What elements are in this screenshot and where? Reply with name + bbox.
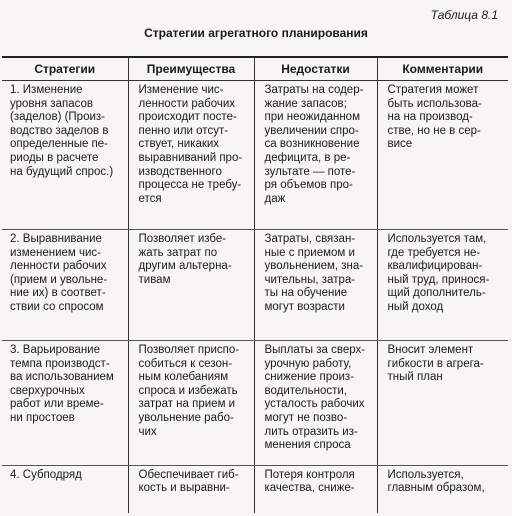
table-row — [2, 230, 508, 333]
disadvantage-cell: Выплаты за сверх- урочную работу, снижение произ- водительности, усталость рабочих могут не позво- лить отразить из- менения спроса — [254, 341, 377, 457]
header-row — [2, 57, 508, 81]
strategies-table — [2, 56, 508, 513]
comment-cell: Используется, главным образом, — [377, 465, 508, 513]
header-comments: Комментарии — [377, 57, 508, 81]
advantage-cell: Позволяет избе- жать затрат по другим альтерна- тивам — [128, 230, 254, 333]
disadvantage-cell: Затраты на содер- жание запасов; при неожиданном увеличении спро- са возникновение дефицита, в ре- зультате — поте- ря объемов про- даж — [254, 81, 377, 222]
table-row — [2, 81, 508, 222]
row-separator — [2, 332, 508, 341]
table-row — [2, 465, 508, 513]
header-advantages: Преимущества — [128, 57, 254, 81]
header-strategies: Стратегии — [2, 57, 128, 81]
table-row — [2, 341, 508, 457]
comment-cell: Вносит элемент гибкости в агрега- тный план — [377, 341, 508, 457]
disadvantage-cell: Потеря контроля качества, сниже- — [254, 465, 377, 513]
row-separator — [2, 221, 508, 230]
table-number: Таблица 8.1 — [430, 8, 498, 22]
strategy-cell: 1. Изменение уровня запасов (заделов) (Произ- водство заделов в определенные пе- риоды в расчете на будущий спрос.) — [2, 81, 128, 222]
comment-cell: Стратегия может быть использова- на на производ- стве, но не в сер- висе — [377, 81, 508, 222]
advantage-cell: Позволяет приспо- собиться к сезон- ным колебаниям спроса и избежать затрат на прием и увольнение рабо- чих — [128, 341, 254, 457]
header-disadvantages: Недостатки — [254, 57, 377, 81]
comment-cell: Используется там, где требуется не- квалифицирован- ный труд, принося- щий дополнитель- ный доход — [377, 230, 508, 333]
strategy-cell: 4. Субподряд — [2, 465, 128, 513]
advantage-cell: Изменение чис- ленности рабочих происходит посте- пенно или отсут- ствует, никаких выравниваний про- изводственного процесса не требу- ется — [128, 81, 254, 222]
strategy-cell: 3. Варьирование темпа производст- ва использованием сверхурочных работ или време- ни простоев — [2, 341, 128, 457]
strategy-cell: 2. Выравнивание изменением чис- ленности рабочих (прием и увольне- ние их) в соответ- ствии со спросом — [2, 230, 128, 333]
row-separator — [2, 457, 508, 466]
disadvantage-cell: Затраты, связан- ные с приемом и увольнением, зна- чительны, затра- ты на обучение могут возрасти — [254, 230, 377, 333]
table-title: Стратегии агрегатного планирования — [144, 26, 368, 40]
advantage-cell: Обеспечивает гиб- кость и выравни- — [128, 465, 254, 513]
